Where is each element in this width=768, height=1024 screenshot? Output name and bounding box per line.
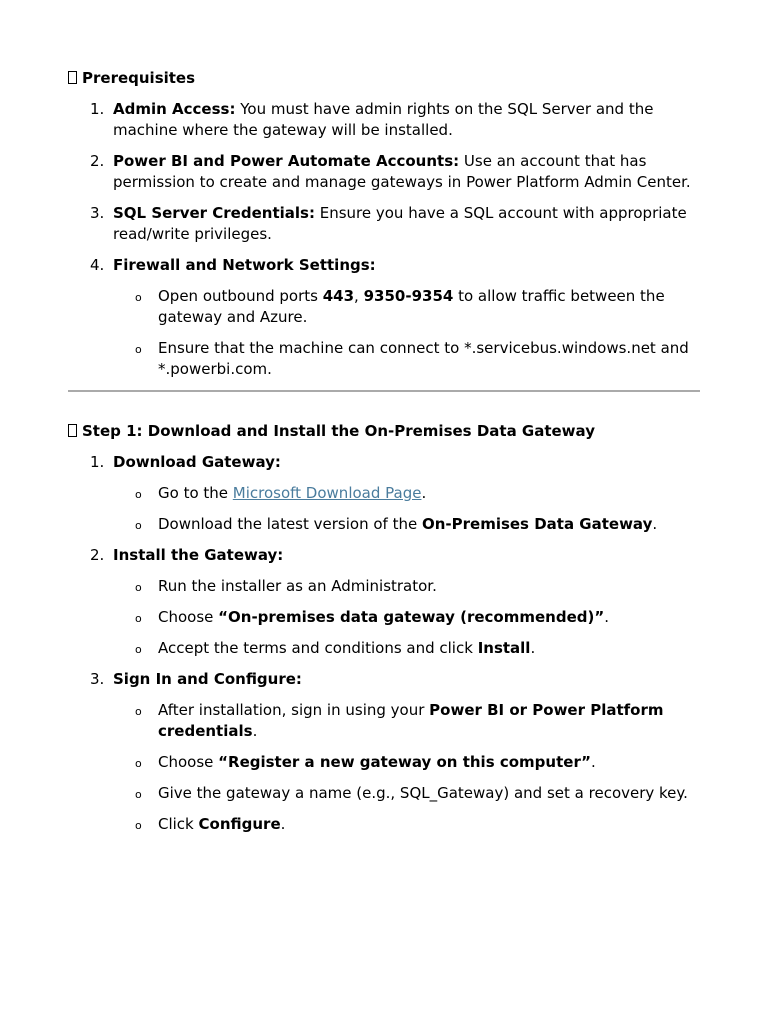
item-label: Install the Gateway: xyxy=(113,546,284,564)
sub-list-item: o Download the latest version of the On-Premises Data Gateway. xyxy=(113,514,700,535)
item-label: Power BI and Power Automate Accounts: xyxy=(113,152,460,170)
sub-list-item: o After installation, sign in using your Power BI or Power Platform credentials. xyxy=(135,701,664,740)
list-number: 1. xyxy=(90,453,105,471)
sub-list-item: o Run the installer as an Administrator. xyxy=(113,576,700,597)
section-divider xyxy=(68,390,700,392)
item-text: Ensure you have a SQL account with appropriate read/write privileges. xyxy=(113,204,687,243)
bullet-icon: o xyxy=(135,788,142,801)
missing-glyph-icon xyxy=(68,71,77,84)
list-number: 3. xyxy=(90,204,105,222)
sub-list xyxy=(113,700,700,835)
bullet-icon: o xyxy=(135,705,142,718)
bullet-icon: o xyxy=(135,581,142,594)
item-label: Sign In and Configure: xyxy=(113,670,302,688)
sub-list-item: o Open outbound ports 443, 9350-9354 to allow traffic between the gateway and Azure. xyxy=(135,287,665,326)
step1-list xyxy=(68,452,700,835)
item-label: Admin Access: xyxy=(113,100,236,118)
prerequisites-heading: Prerequisites xyxy=(68,68,700,89)
sub-list xyxy=(113,483,700,535)
list-item xyxy=(68,545,700,659)
item-text: Use an account that has permission to create and manage gateways in Power Platform Admin Center. xyxy=(113,152,691,191)
prerequisites-list xyxy=(68,99,700,380)
bullet-icon: o xyxy=(135,519,142,532)
step1-heading: Step 1: Download and Install the On-Premises Data Gateway xyxy=(68,421,700,442)
sub-list-item: o Choose “On-premises data gateway (recommended)”. xyxy=(113,607,700,628)
list-number: 4. xyxy=(90,256,105,274)
item-label: Download Gateway: xyxy=(113,453,281,471)
list-item xyxy=(68,203,700,245)
bullet-icon: o xyxy=(135,291,142,304)
sub-list-item: o Accept the terms and conditions and click Install. xyxy=(113,638,700,659)
list-item xyxy=(68,669,700,835)
list-item xyxy=(68,255,700,380)
sub-list-item: o Ensure that the machine can connect to *.servicebus.windows.net and *.powerbi.com. xyxy=(135,339,689,378)
sub-list-item: o Choose “Register a new gateway on this computer”. xyxy=(113,752,700,773)
bullet-icon: o xyxy=(135,819,142,832)
missing-glyph-icon xyxy=(68,424,77,437)
list-item xyxy=(68,452,700,535)
list-number: 3. xyxy=(90,670,105,688)
microsoft-download-page-link[interactable]: Microsoft Download Page xyxy=(232,484,422,502)
list-item xyxy=(68,151,700,193)
list-number: 1. xyxy=(90,100,105,118)
bullet-icon: o xyxy=(135,757,142,770)
item-label: SQL Server Credentials: xyxy=(113,204,315,222)
sub-list xyxy=(113,576,700,659)
item-text: You must have admin rights on the SQL Server and the machine where the gateway will be installed. xyxy=(113,100,654,139)
bullet-icon: o xyxy=(135,612,142,625)
sub-list-item: o Click Configure. xyxy=(113,814,700,835)
bullet-icon: o xyxy=(135,643,142,656)
sub-list-item: o Give the gateway a name (e.g., SQL_Gateway) and set a recovery key. xyxy=(113,783,700,804)
sub-list xyxy=(113,286,700,380)
list-item xyxy=(68,99,700,141)
item-label: Firewall and Network Settings: xyxy=(113,256,376,274)
bullet-icon: o xyxy=(135,343,142,356)
sub-list-item: o Go to the Microsoft Download Page. xyxy=(113,483,700,504)
list-number: 2. xyxy=(90,152,105,170)
list-number: 2. xyxy=(90,546,105,564)
bullet-icon: o xyxy=(135,488,142,501)
